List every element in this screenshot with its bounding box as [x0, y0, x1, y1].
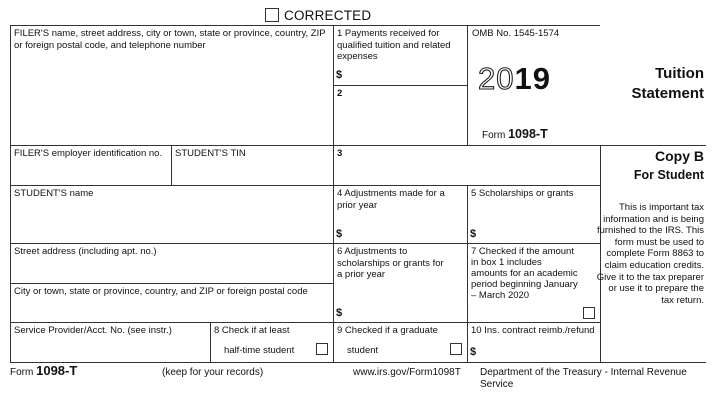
box6-label: 6 Adjustments to scholarships or grants for a prior year [337, 246, 444, 280]
box4-label: 4 Adjustments made for a prior year [337, 188, 445, 211]
line-row-city [10, 283, 333, 284]
divider-service-box8 [210, 322, 211, 363]
form-title [631, 64, 704, 104]
service-provider-label: Service Provider/Acct. No. (see instr.) [14, 325, 172, 336]
box6-dollar: $ [336, 307, 343, 319]
important-notice: This is important tax information and is being furnished to the IRS. This form must be used to complete Form 8863 to claim education credits. Give it to the tax preparer or use it to prepare the tax return. [596, 202, 704, 306]
box7-label: 7 Checked if the amount in box 1 includes amounts for an academic period beginning January – March 2020 [471, 246, 578, 301]
box9-checkbox[interactable] [450, 343, 462, 355]
title-line-1: Tuition [655, 65, 704, 82]
line-row-ein [10, 145, 600, 146]
copy-b-heading [634, 147, 704, 185]
box10-label: 10 Ins. contract reimb./refund [471, 325, 595, 336]
tax-year-bold: 19 [514, 61, 551, 96]
line-box1-box2 [333, 85, 467, 86]
box1-label: 1 Payments received for qualified tuition and related expenses [337, 28, 451, 62]
form-prefix: Form [482, 130, 509, 141]
line-row-name [10, 185, 600, 186]
box8-checkbox[interactable] [316, 343, 328, 355]
omb-number: OMB No. 1545-1574 [472, 28, 560, 39]
divider-left-middle [333, 25, 334, 363]
footer-keep-note: (keep for your records) [162, 367, 264, 378]
copy-b-subtitle: For Student [633, 168, 704, 182]
footer-department: Department of the Treasury - Internal Revenue Service [480, 367, 687, 390]
box2-label: 2 [337, 88, 343, 99]
footer-irs-link[interactable]: www.irs.gov/Form1098T [353, 367, 461, 378]
form-border-left [10, 25, 11, 363]
title-line-2: Statement [631, 85, 704, 102]
filer-info-label: FILER'S name, street address, city or town, state or province, country, ZIP or foreign postal code, and telephone number [14, 28, 326, 51]
divider-ein-tin [171, 145, 172, 185]
form-number: 1098-T [508, 127, 548, 141]
tax-year [478, 63, 551, 95]
tax-year-outline: 20 [478, 61, 515, 96]
box10-dollar: $ [470, 346, 477, 358]
footer-form-number-bold: 1098-T [36, 363, 78, 378]
box1-dollar: $ [336, 69, 343, 81]
student-name-label: STUDENT'S name [14, 188, 94, 199]
city-state-label: City or town, state or province, country, and ZIP or foreign postal code [14, 286, 308, 297]
copyb-top-border [600, 145, 706, 146]
line-row-service [10, 322, 600, 323]
box9-label-line2: student [347, 345, 379, 356]
form-border-bottom [10, 362, 706, 363]
line-row-street [10, 243, 600, 244]
box3-label: 3 [337, 148, 343, 159]
divider-middle-right-top [467, 25, 468, 145]
filer-ein-label: FILER'S employer identification no. [14, 148, 163, 159]
box8-label-line2: half-time student [224, 345, 295, 356]
box8-label-line1: 8 Check if at least [214, 325, 290, 336]
corrected-checkbox[interactable] [265, 8, 279, 22]
box5-dollar: $ [470, 228, 477, 240]
corrected-label: CORRECTED [284, 7, 372, 23]
copy-b-title: Copy B [655, 148, 704, 164]
box4-dollar: $ [336, 228, 343, 240]
form-number-header [482, 127, 548, 141]
student-tin-label: STUDENT'S TIN [175, 148, 246, 159]
street-address-label: Street address (including apt. no.) [14, 246, 157, 257]
box9-label-line1: 9 Checked if a graduate [337, 325, 438, 336]
footer-form-prefix: Form [10, 367, 37, 378]
form-border-top [10, 25, 600, 26]
box5-label: 5 Scholarships or grants [471, 188, 574, 199]
divider-middle-right-bottom [467, 185, 468, 363]
corrected-checkbox-group[interactable] [265, 6, 371, 24]
footer-form-number [10, 365, 77, 379]
box7-checkbox[interactable] [583, 307, 595, 319]
